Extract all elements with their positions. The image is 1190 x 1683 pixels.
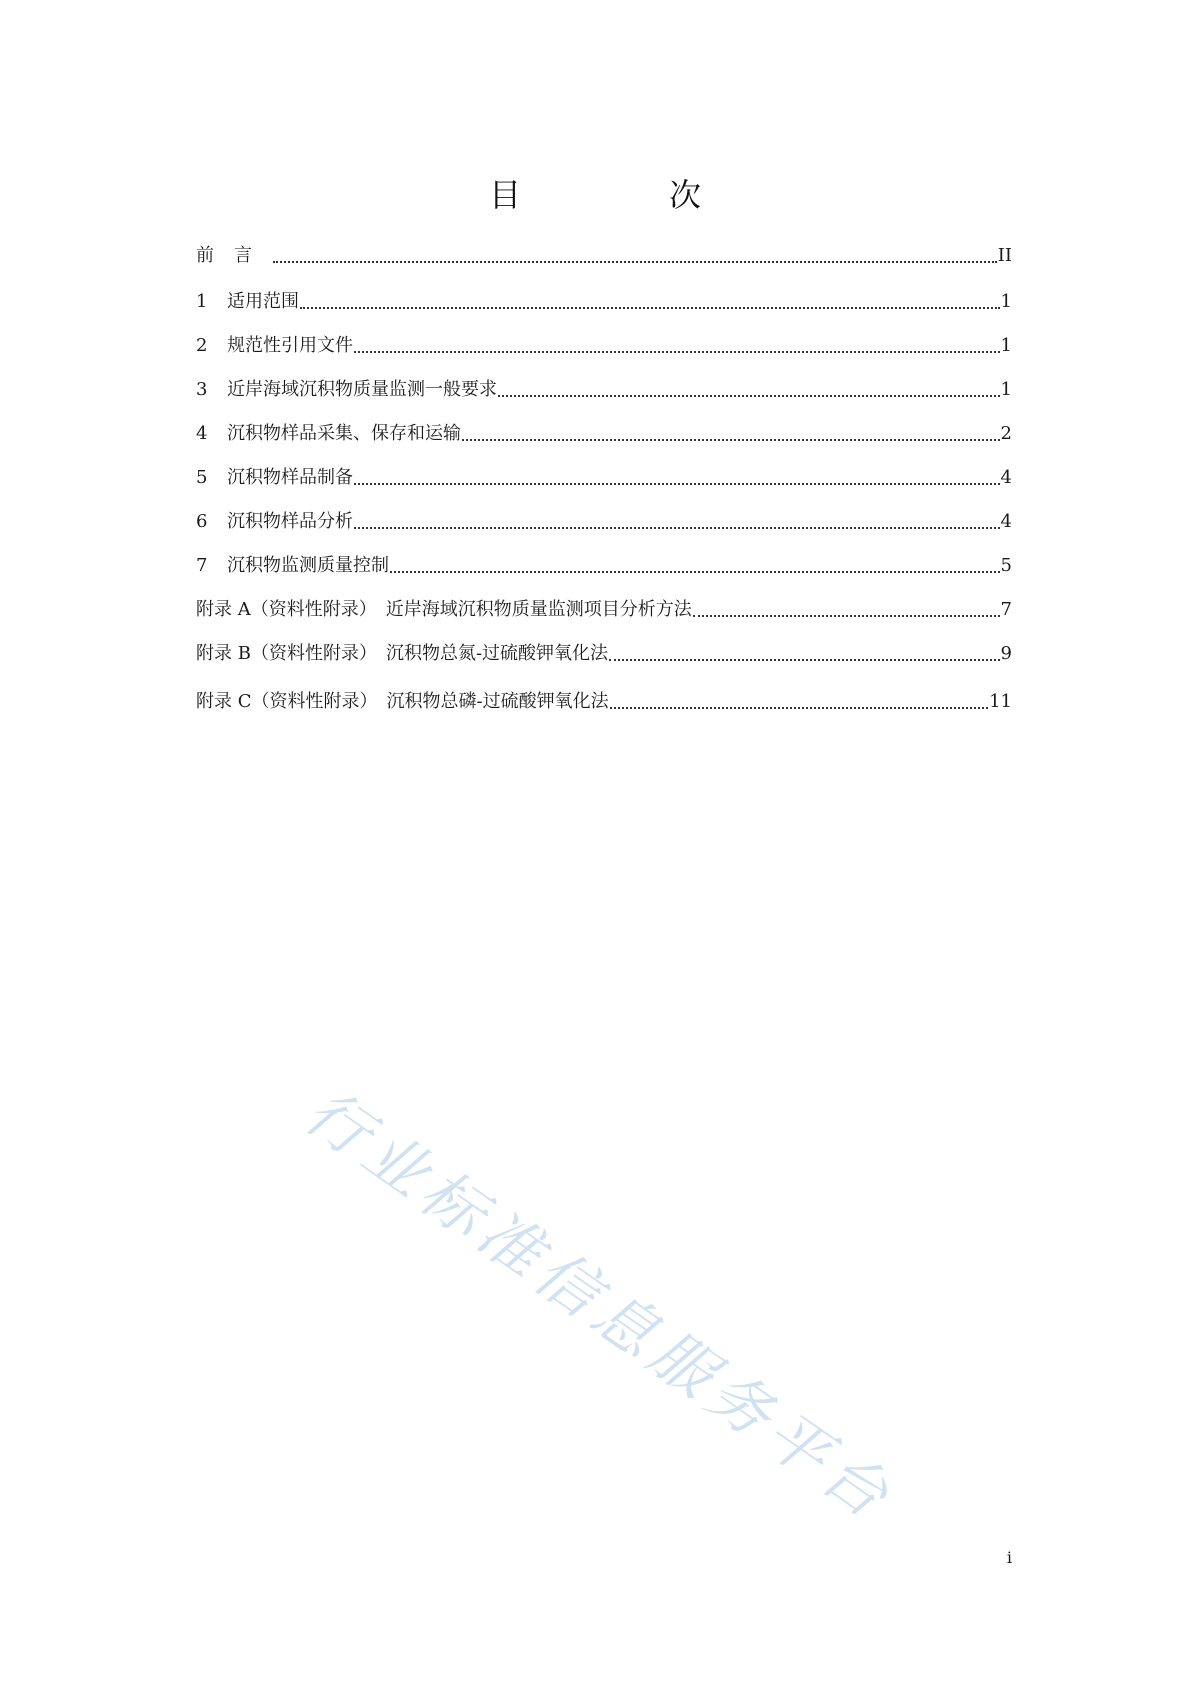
toc-entry-label: 前言 <box>196 245 272 266</box>
toc-dot-leader <box>390 571 1000 573</box>
toc-entry-label: 规范性引用文件 <box>227 335 353 356</box>
toc-entry-appendix-a[interactable] <box>196 594 1012 622</box>
toc-entry-foreword[interactable] <box>196 240 1012 268</box>
toc-entry-page: 2 <box>1000 423 1012 444</box>
toc-entry-page: 9 <box>1000 643 1012 664</box>
toc-dot-leader <box>300 307 1000 309</box>
toc-dot-leader <box>354 527 1000 529</box>
toc-entry-5[interactable] <box>196 462 1012 490</box>
toc-entry-label: 沉积物样品制备 <box>227 467 353 488</box>
toc-entry-2[interactable] <box>196 330 1012 358</box>
toc-entry-page: 4 <box>1000 467 1012 488</box>
toc-dot-leader <box>354 483 1000 485</box>
toc-entry-label: 附录 C（资料性附录） 沉积物总磷-过硫酸钾氧化法 <box>196 691 609 712</box>
toc-dot-leader <box>693 615 1000 617</box>
toc-entry-page: 7 <box>1000 599 1012 620</box>
toc-entry-number: 7 <box>196 555 208 576</box>
toc-dot-leader <box>273 261 997 263</box>
toc-entry-number: 1 <box>196 291 208 312</box>
toc-entry-page: 11 <box>989 691 1012 712</box>
toc-entry-page: 1 <box>1000 379 1012 400</box>
toc-entry-number: 5 <box>196 467 208 488</box>
toc-dot-leader <box>609 659 1000 661</box>
toc-entry-number: 6 <box>196 511 208 532</box>
toc-dot-leader <box>610 707 989 709</box>
toc-dot-leader <box>498 395 1000 397</box>
toc-entry-page: 4 <box>1000 511 1012 532</box>
toc-entry-4[interactable] <box>196 418 1012 446</box>
toc-entry-page: 1 <box>1000 291 1012 312</box>
toc-entry-label: 沉积物样品分析 <box>227 511 353 532</box>
toc-entry-appendix-b[interactable] <box>196 638 1012 666</box>
page-title: 目 次 <box>488 176 759 214</box>
toc-entry-1[interactable] <box>196 286 1012 314</box>
toc-entry-label: 适用范围 <box>227 291 299 312</box>
toc-entry-7[interactable] <box>196 550 1012 578</box>
toc-entry-label: 沉积物监测质量控制 <box>227 555 389 576</box>
toc-entry-label: 沉积物样品采集、保存和运输 <box>227 423 461 444</box>
toc-entry-label: 附录 B（资料性附录） 沉积物总氮-过硫酸钾氧化法 <box>196 643 609 664</box>
watermark: 行业标准信息服务平台 <box>292 1074 908 1537</box>
page-number: i <box>1006 1548 1012 1567</box>
toc-dot-leader <box>354 351 1000 353</box>
toc-entry-label: 附录 A（资料性附录） 近岸海域沉积物质量监测项目分析方法 <box>196 599 692 620</box>
toc-entry-appendix-c[interactable] <box>196 686 1012 714</box>
toc-entry-6[interactable] <box>196 506 1012 534</box>
toc-dot-leader <box>462 439 1000 441</box>
toc-entry-page: 1 <box>1000 335 1012 356</box>
toc-entry-page: 5 <box>1000 555 1012 576</box>
toc-entry-number: 4 <box>196 423 208 444</box>
toc-entry-number: 2 <box>196 335 208 356</box>
toc-entry-3[interactable] <box>196 374 1012 402</box>
toc-entry-number: 3 <box>196 379 208 400</box>
toc-entry-page: II <box>997 245 1012 266</box>
toc-entry-label: 近岸海域沉积物质量监测一般要求 <box>227 379 497 400</box>
